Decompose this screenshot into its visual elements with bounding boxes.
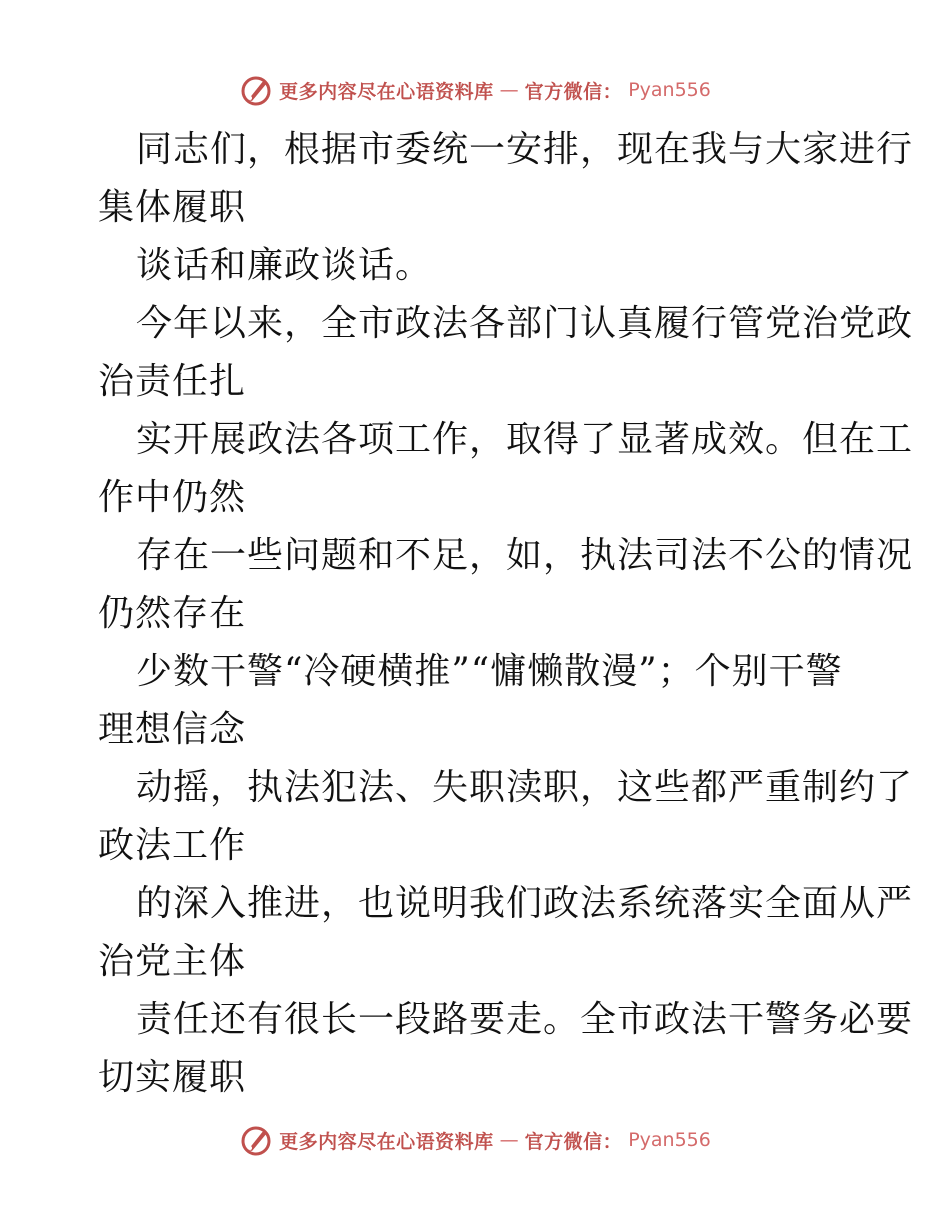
footer-wechat-label: 官方微信：: [524, 1130, 623, 1153]
document-line: 政法工作: [98, 825, 247, 866]
document-line: 存在一些问题和不足，如，执法司法不公的情况: [136, 535, 914, 576]
document-line: 仍然存在: [98, 593, 247, 634]
quill-pen-logo-icon: [239, 73, 273, 107]
document-body: [98, 121, 914, 1107]
document-line: 作中仍然: [98, 477, 247, 518]
header-separator: —: [499, 79, 519, 101]
document-line: 责任还有很长一段路要走。全市政法干警务必要: [136, 999, 914, 1040]
document-line: 今年以来，全市政法各部门认真履行管党治党政: [136, 303, 914, 344]
header-watermark-banner: [0, 70, 950, 110]
quill-pen-logo-icon: [239, 1123, 273, 1157]
document-line: 同志们，根据市委统一安排，现在我与大家进行: [136, 129, 914, 170]
footer-wechat-id: Pyan556: [628, 1129, 711, 1151]
document-line: 谈话和廉政谈话。: [136, 245, 433, 286]
document-line: 实开展政法各项工作，取得了显著成效。但在工: [136, 419, 914, 460]
header-brand-text: 更多内容尽在心语资料库: [279, 80, 494, 103]
document-line: 少数干警“冷硬横推”“慵懒散漫”；个别干警: [136, 651, 843, 692]
header-wechat-label: 官方微信：: [524, 80, 623, 103]
header-wechat-id: Pyan556: [628, 79, 711, 101]
document-line: 集体履职: [98, 187, 247, 228]
document-line: 动摇，执法犯法、失职渎职，这些都严重制约了: [136, 767, 914, 808]
footer-watermark-banner: [0, 1120, 950, 1160]
document-line: 理想信念: [98, 709, 247, 750]
footer-brand-text: 更多内容尽在心语资料库: [279, 1130, 494, 1153]
document-line: 治党主体: [98, 941, 247, 982]
document-line: 切实履职: [98, 1057, 247, 1098]
document-line: 治责任扎: [98, 361, 247, 402]
document-line: 的深入推进，也说明我们政法系统落实全面从严: [136, 883, 914, 924]
footer-separator: —: [499, 1129, 519, 1151]
